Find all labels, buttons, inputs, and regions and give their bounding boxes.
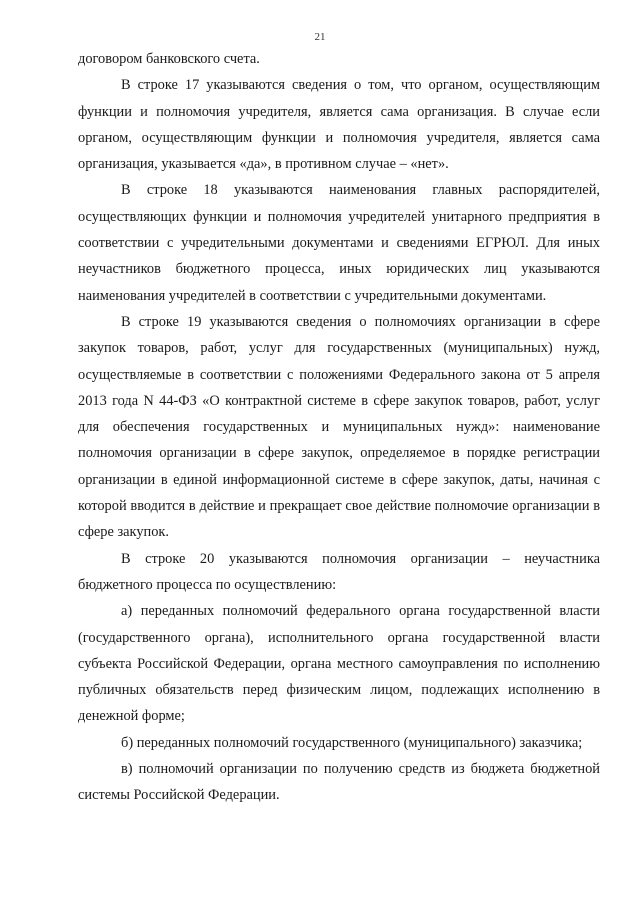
paragraph-continuation: договором банковского счета. (78, 51, 260, 67)
list-item-c: в) полномочий организации по получению средств из бюджета бюджетной системы Российской Федерации. (78, 761, 600, 804)
page-number: 21 (314, 31, 326, 43)
paragraph-line-20: В строке 20 указываются полномочия организации – неучастника бюджетного процесса по осуществлению: (78, 550, 600, 593)
list-item-b: б) переданных полномочий государственного (муниципального) заказчика; (121, 734, 583, 751)
paragraph-line-17: В строке 17 указываются сведения о том, что органом, осуществляющим функции и полномочия учредителя, является сама организация. В случае если органом, осуществляющим функции и полномочия учредителя, является сама организация, указывается «да», в противном случае – «нет». (78, 77, 600, 173)
document-body (78, 46, 600, 809)
paragraph-line-19: В строке 19 указываются сведения о полномочиях организации в сфере закупок товаров, работ, услуг для государственных (муниципальных) нужд, осуществляемые в соответствии с положениями Федерального закона от 5 апреля 2013 года N 44-ФЗ «О контрактной системе в сфере закупок товаров, работ, услуг для обеспечения государственных и муниципальных нужд»: наименование полномочия организации в сфере закупок, определяемое в порядке регистрации организации в единой информационной системе в сфере закупок, даты, начиная с которой вводится в действие и прекращает свое действие полномочие организации в сфере закупок. (78, 313, 600, 541)
paragraph-line-18: В строке 18 указываются наименования главных распорядителей, осуществляющих функции и полномочия учредителей унитарного предприятия в соответствии с учредительными документами и сведениями ЕГРЮЛ. Для иных неучастников бюджетного процесса, иных юридических лиц указываются наименования учредителей в соответствии с учредительными документами. (78, 182, 600, 304)
list-item-a: а) переданных полномочий федерального органа государственной власти (государственного органа), исполнительного органа государственной власти субъекта Российской Федерации, органа местного самоуправления по исполнению публичных обязательств перед физическим лицом, подлежащих исполнению в денежной форме; (78, 603, 600, 725)
